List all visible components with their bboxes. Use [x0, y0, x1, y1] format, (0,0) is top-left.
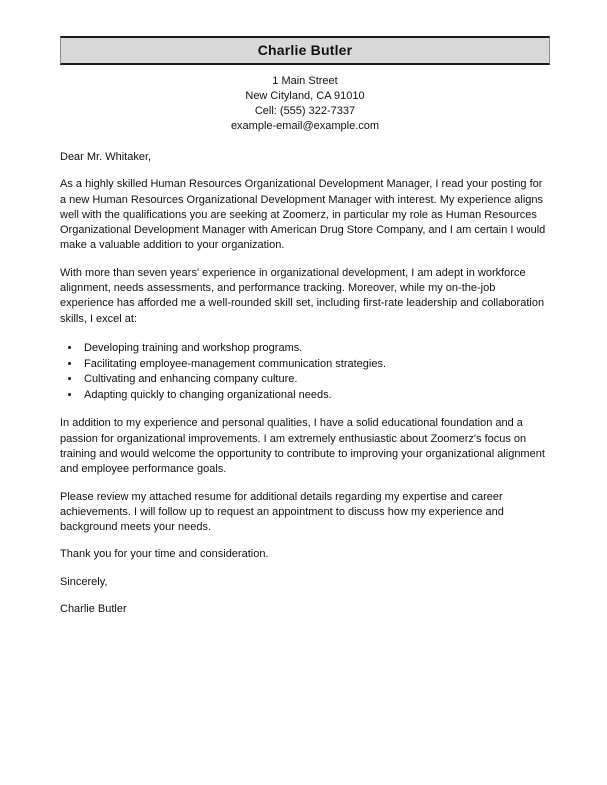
contact-info-block — [60, 74, 550, 134]
address-phone: Cell: (555) 322-7337 — [254, 105, 356, 117]
letter-body — [60, 150, 550, 617]
paragraph-intro: As a highly skilled Human Resources Organizational Development Manager, I read your posting for a new Human Resources Organizational Development Manager with interest. My experience aligns well with the qualifications you are seeking at Zoomerz, in particular my role as Human Resources Organizational Development Manager with American Drug Store Company, and I am certain I would make a valuable addition to your organization. — [60, 178, 546, 252]
skill-item: • Adapting quickly to changing organizational needs. — [81, 388, 550, 404]
address-email: example-email@example.com — [230, 120, 380, 132]
letter-header-name-bar — [60, 36, 550, 65]
skill-item: • Developing training and workshop programs. — [81, 341, 550, 357]
applicant-name: Charlie Butler — [257, 42, 353, 58]
signoff: Sincerely, — [60, 575, 108, 588]
paragraph-followup: Please review my attached resume for additional details regarding my expertise and career achievements. I will follow up to request an appointment to discuss how my experience and background meets your needs. — [60, 490, 504, 534]
paragraph-thanks: Thank you for your time and consideration. — [60, 548, 269, 561]
salutation: Dear Mr. Whitaker, — [60, 151, 152, 163]
signature-name: Charlie Butler — [60, 603, 127, 616]
skill-item: • Cultivating and enhancing company culture. — [81, 372, 550, 388]
skill-item: • Facilitating employee-management communication strategies. — [81, 357, 550, 373]
paragraph-education: In addition to my experience and personal qualities, I have a solid educational foundation and a passion for organizational improvements. I am extremely enthusiastic about Zoomerz's focus on training and would welcome the opportunity to contribute to improving your organizational alignment and employee performance goals. — [60, 417, 545, 476]
paragraph-experience: With more than seven years' experience in organizational development, I am adept in workforce alignment, needs assessments, and performance tracking. Moreover, while my on-the-job experience has afforded me a well-rounded skill set, including first-rate leadership and collaboration skills, I excel at: — [60, 266, 545, 325]
address-street: 1 Main Street — [272, 75, 338, 87]
address-city: New Cityland, CA 91010 — [245, 90, 365, 102]
skills-bullet-list — [60, 341, 550, 403]
